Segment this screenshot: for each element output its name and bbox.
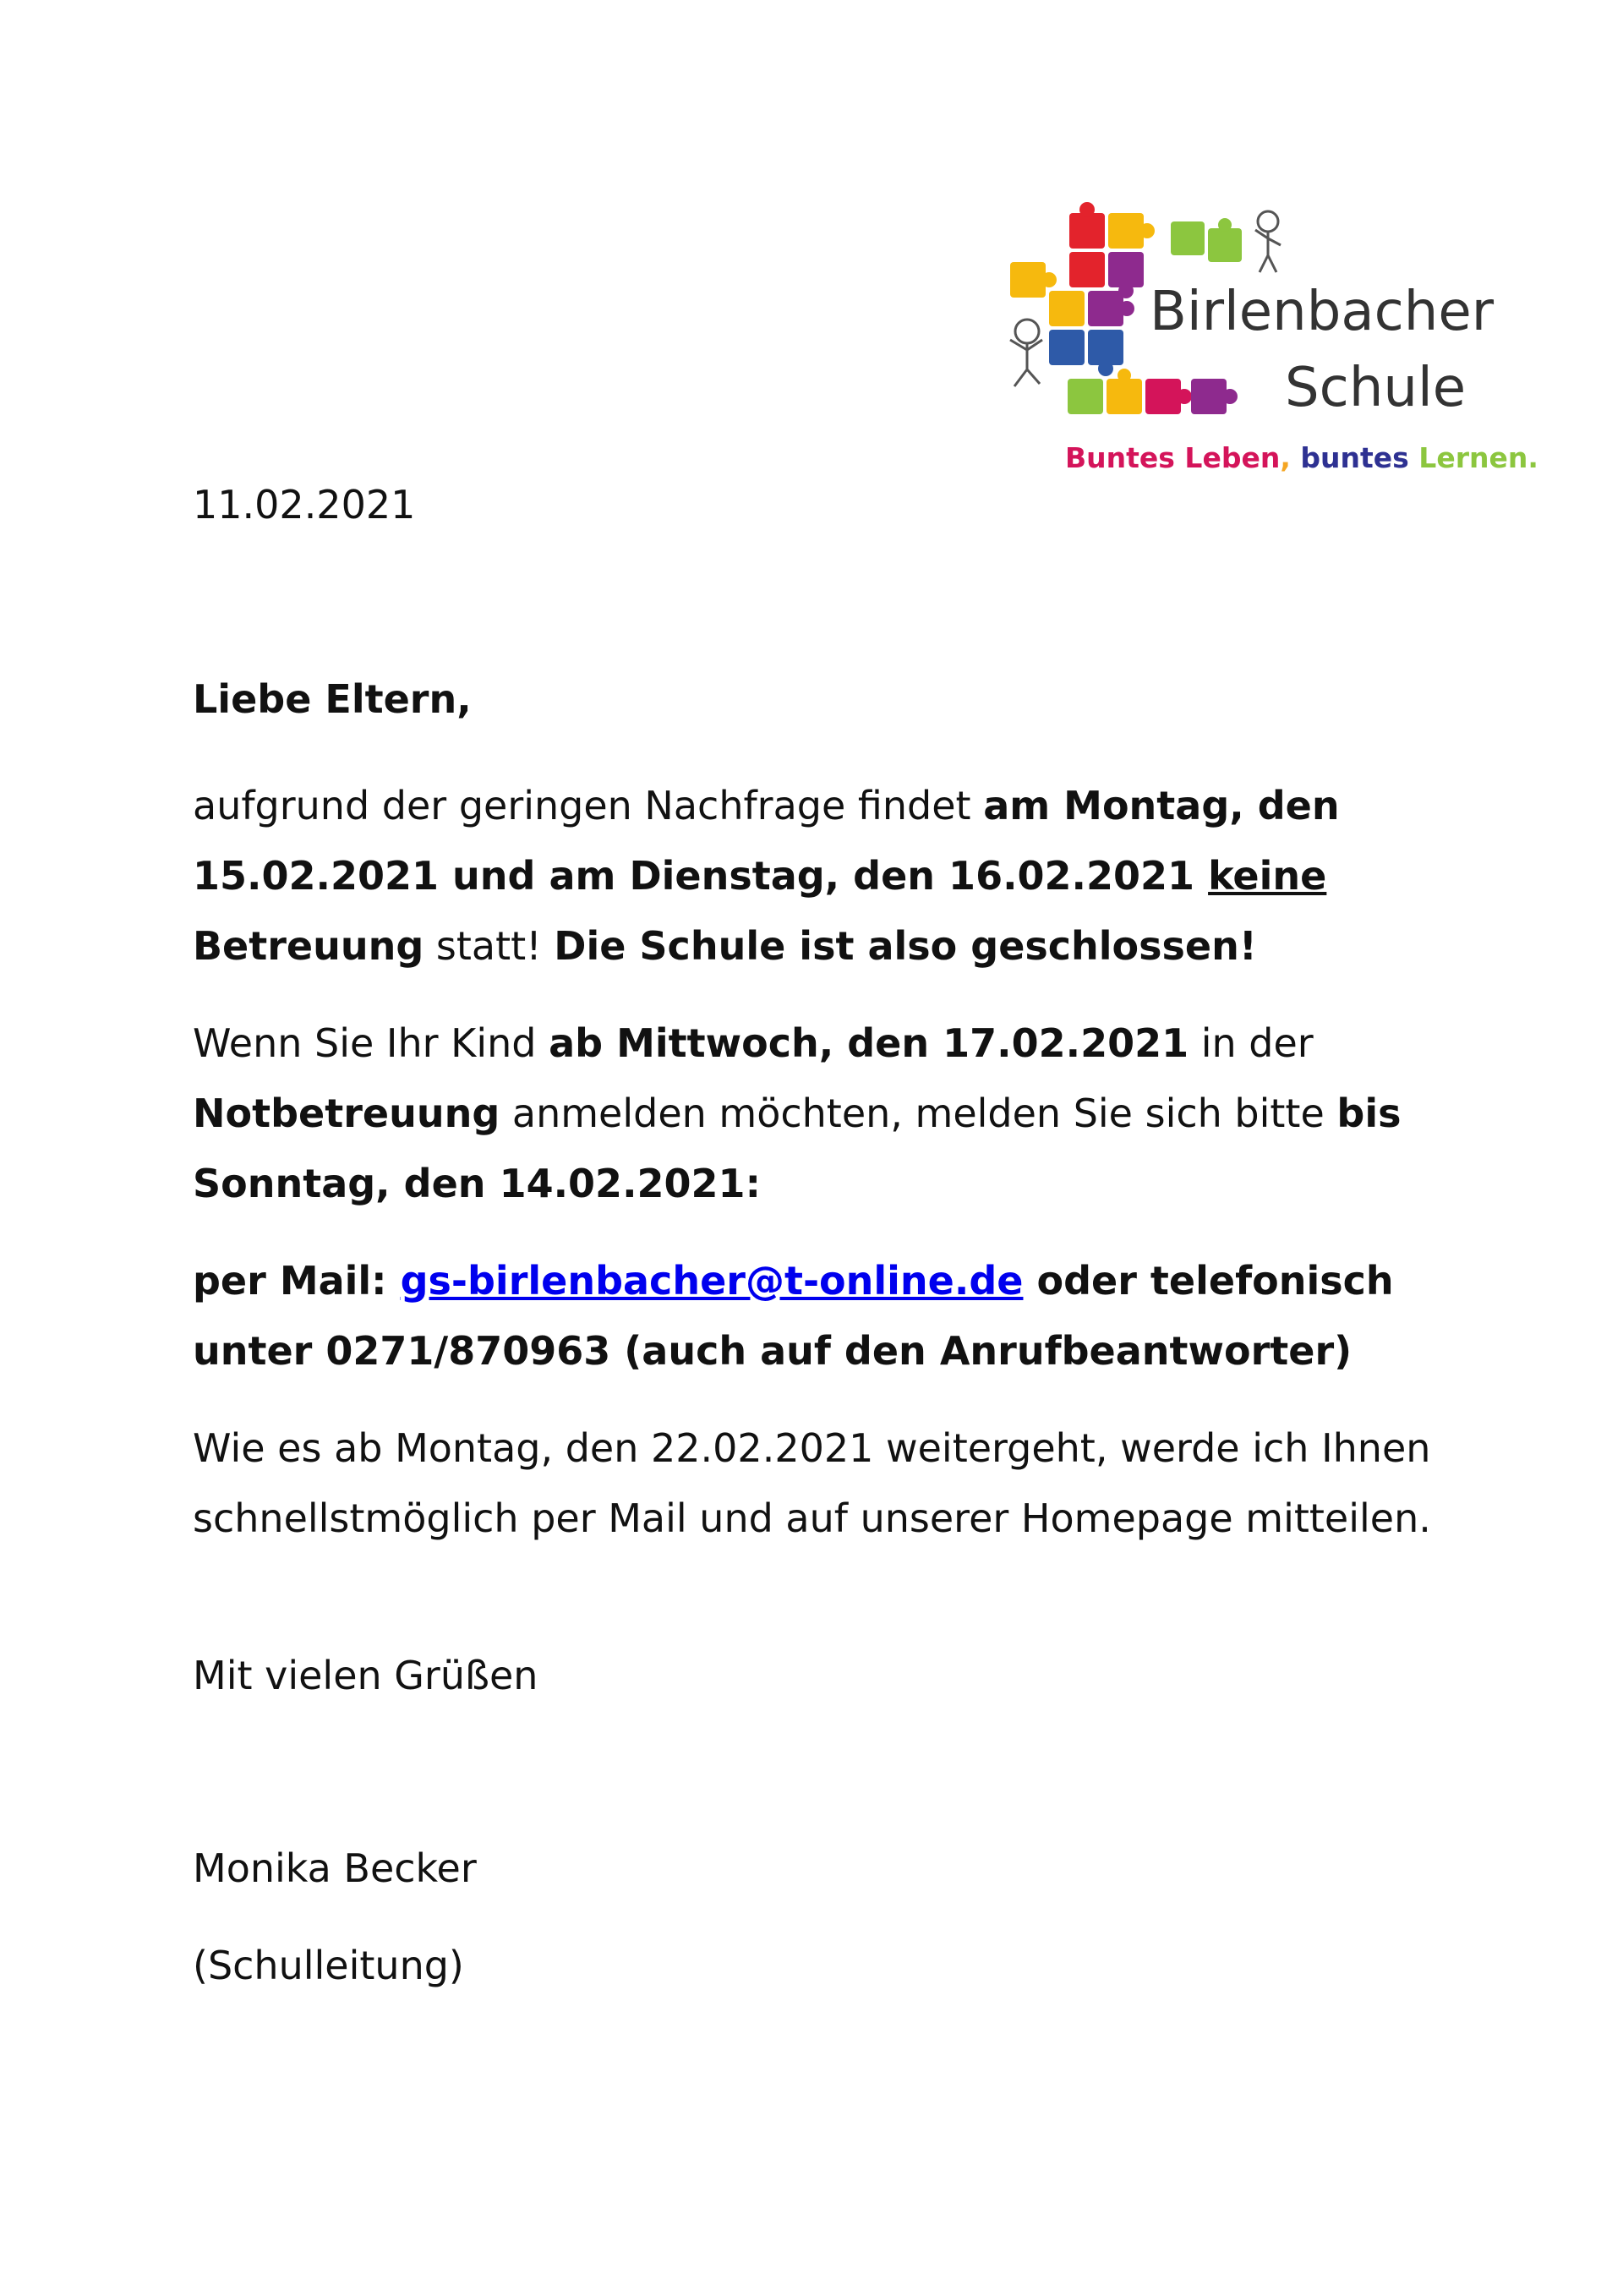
tagline-part3: Lernen. xyxy=(1408,441,1538,474)
tagline-part1: Buntes Leben xyxy=(1065,441,1281,474)
paragraph-closure xyxy=(193,771,1444,981)
tagline-part2: buntes xyxy=(1290,441,1409,474)
p2-text2: in der xyxy=(1189,1020,1314,1066)
p2-text1: Wenn Sie Ihr Kind xyxy=(193,1020,549,1066)
p2-deadline: bis Sonntag, den 14.02.2021: xyxy=(193,1091,1402,1206)
p1-dates: am Montag, den 15.02.2021 und am Dienstag, den 16.02.2021 xyxy=(193,783,1340,899)
p1-statt: statt! xyxy=(424,923,555,969)
paragraph-contact xyxy=(193,1246,1444,1386)
p2-date: ab Mittwoch, den 17.02.2021 xyxy=(549,1020,1189,1066)
p3-per-mail: per Mail: xyxy=(193,1258,401,1304)
paragraph-outlook: Wie es ab Montag, den 22.02.2021 weitergeht, werde ich Ihnen schnellstmöglich per Mail und auf unserer Homepage mitteilen. xyxy=(193,1425,1431,1541)
p1-text: aufgrund der geringen Nachfrage findet xyxy=(193,783,984,828)
p1-closed-notice: Die Schule ist also geschlossen! xyxy=(554,923,1257,969)
p1-betreuung: Betreuung xyxy=(193,923,424,969)
signatory-name: Monika Becker xyxy=(193,1845,477,1891)
letter-closing: Mit vielen Grüßen xyxy=(193,1653,538,1698)
logo-school-name-line1: Birlenbacher xyxy=(1150,281,1494,343)
email-link[interactable]: gs-birlenbacher@t-online.de xyxy=(400,1258,1024,1304)
p2-notbetreuung: Notbetreuung xyxy=(193,1091,500,1136)
tagline-comma: , xyxy=(1280,441,1291,474)
p1-keine: keine xyxy=(1208,853,1327,899)
letter-date: 11.02.2021 xyxy=(193,482,416,528)
letter-greeting: Liebe Eltern, xyxy=(193,676,472,722)
logo-school-name-line2: Schule xyxy=(1285,357,1467,419)
p3-phone: oder telefonisch unter 0271/870963 (auch auf den Anrufbeantworter) xyxy=(193,1258,1394,1374)
paragraph-notbetreuung xyxy=(193,1009,1444,1219)
signatory-role: (Schulleitung) xyxy=(193,1943,464,1988)
logo-tagline xyxy=(1065,441,1538,474)
school-logo xyxy=(1002,196,1538,484)
p2-text3: anmelden möchten, melden Sie sich bitte xyxy=(500,1091,1337,1136)
